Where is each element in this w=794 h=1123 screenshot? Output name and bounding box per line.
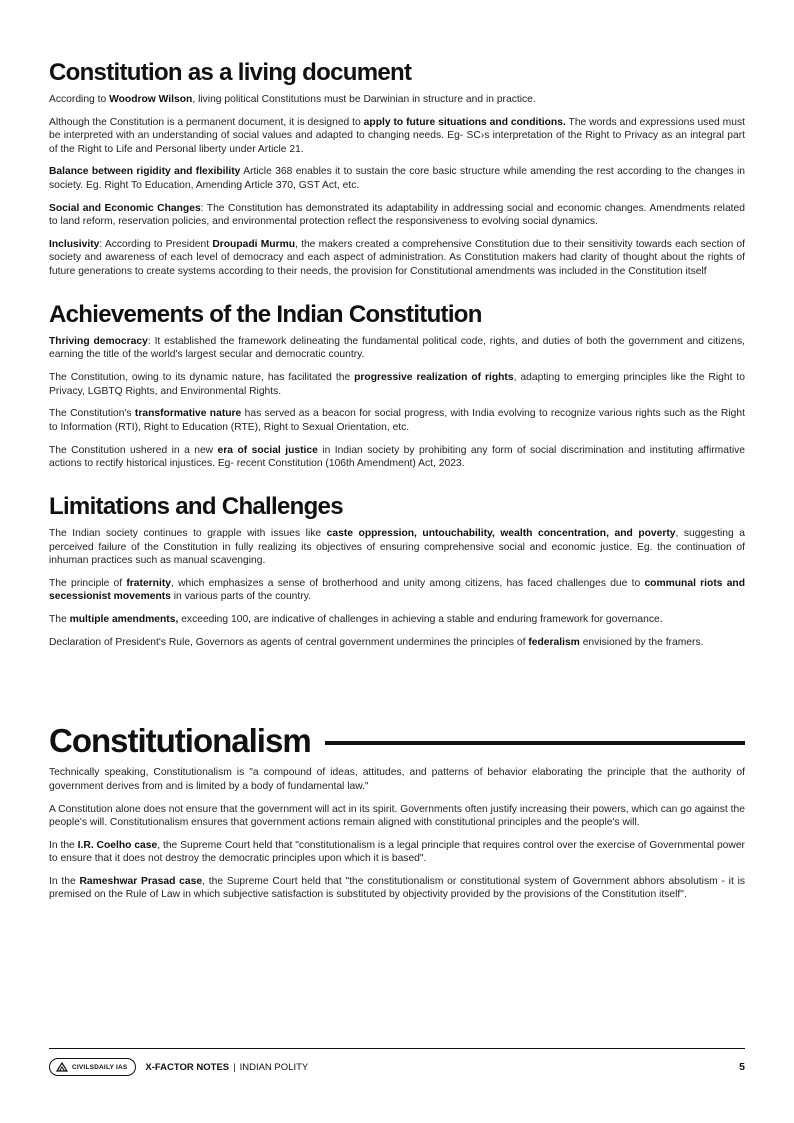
paragraph bbox=[49, 371, 745, 398]
civilsdaily-logo bbox=[49, 1058, 136, 1076]
page-content bbox=[49, 58, 745, 911]
body-text: Technically speaking, Constitutionalism is "a compound of ideas, attitudes, and patterns of behavior elaborating the principle that the authority of government derives from and is limited by a body of fundamental law." bbox=[49, 767, 745, 792]
emphasis-text: multiple amendments, bbox=[69, 614, 179, 626]
heading-rule bbox=[325, 741, 745, 745]
body-text: Although the Constitution is a permanent document, it is designed to bbox=[49, 116, 364, 128]
body-text: The words and expressions used must be interpreted with an understanding of social values and adapted to changing needs. Eg- SC›s interpretation of the Right to Privacy as an integral part of the Right to Life and Personal liberty under Article 21. bbox=[49, 116, 745, 155]
section-body bbox=[49, 766, 745, 901]
emphasis-text: apply to future situations and conditions. bbox=[363, 116, 566, 128]
body-text: Declaration of President's Rule, Governors as agents of central government undermines the principles of bbox=[49, 637, 529, 649]
paragraph bbox=[49, 527, 745, 567]
section-limitations bbox=[49, 492, 745, 649]
emphasis-text: Woodrow Wilson bbox=[109, 94, 193, 105]
body-text: Article 368 enables it to sustain the core basic structure while amending the rest according to the changes in society. Eg. Right To Education, Amending Article 370, GST Act, etc. bbox=[49, 166, 745, 191]
page-number: 5 bbox=[739, 1061, 745, 1073]
body-text: A Constitution alone does not ensure that the government will act in its spirit. Governments often justify increasing their powers, which can go against the people's will. Constitutionalism ensures that government actions remain aligned with constitutional principles and the people's will. bbox=[49, 803, 745, 829]
section-body bbox=[49, 527, 745, 649]
emphasis-text: progressive realization of rights bbox=[354, 372, 514, 384]
logo-text: CIVILSDAILY IAS bbox=[72, 1063, 128, 1071]
paragraph bbox=[49, 444, 745, 471]
page-footer bbox=[49, 1048, 745, 1076]
paragraph bbox=[49, 766, 745, 793]
paragraph bbox=[49, 577, 745, 604]
body-text: , living political Constitutions must be Darwinian in structure and in practice. bbox=[192, 94, 536, 105]
emphasis-text: Inclusivity bbox=[49, 238, 100, 250]
body-text: The Constitution ushered in a new bbox=[49, 444, 218, 456]
section-title: Constitution as a living document bbox=[49, 59, 412, 86]
body-text: : The Constitution has demonstrated its adaptability in addressing social and economic changes. Amendments related to land reform, reservation policies, and environmental protection reflect the responsiveness to evolving social dynamics. bbox=[49, 202, 745, 228]
footer-row bbox=[49, 1058, 745, 1076]
body-text: envisioned by the framers. bbox=[579, 637, 704, 649]
section-title: Limitations and Challenges bbox=[49, 493, 343, 521]
body-text: The Indian society continues to grapple with issues like bbox=[49, 528, 327, 540]
body-text: The Constitution's bbox=[49, 408, 135, 420]
emphasis-text: communal riots and secessionist movements bbox=[49, 578, 745, 603]
footer-separator: | bbox=[233, 1061, 236, 1073]
body-text: exceeding 100, are indicative of challenges in achieving a stable and enduring framework for governance. bbox=[178, 614, 663, 626]
body-text: According to bbox=[49, 94, 110, 105]
paragraph bbox=[49, 613, 745, 626]
body-text: The Constitution, owing to its dynamic nature, has facilitated the bbox=[49, 372, 355, 384]
body-text: The principle of bbox=[49, 578, 127, 590]
footer-brand: X-FACTOR NOTES bbox=[145, 1061, 230, 1073]
paragraph bbox=[49, 875, 745, 902]
body-text: in various parts of the country. bbox=[170, 591, 311, 603]
body-text: has served as a beacon for social progress, with India evolving to recognize various rights such as the Right to Information (RTI), Right to Education (RTE), Right to Sexual Orientation, etc. bbox=[49, 408, 745, 433]
paragraph bbox=[49, 238, 745, 278]
body-text: , adapting to emerging principles like the Right to Privacy, LGBTQ Rights, and Environmental Rights. bbox=[49, 372, 745, 397]
emphasis-text: Social and Economic Changes bbox=[49, 202, 201, 214]
paragraph bbox=[49, 407, 745, 434]
body-text: , the makers created a comprehensive Constitution due to their sensitivity towards each section of society and awareness of each level of democracy and each aspect of administration. As Constitution makers had clarity of thought about the rights of future generations to create systems according to their needs, the provision for Constitutional amendments was included in the Constitution itself bbox=[49, 238, 745, 277]
body-text: , which emphasizes a sense of brotherhood and unity among citizens, has faced challenges due to bbox=[171, 578, 645, 590]
emphasis-text: Thriving democracy bbox=[49, 336, 148, 348]
footer-subject: INDIAN POLITY bbox=[239, 1061, 309, 1073]
paragraph bbox=[49, 93, 745, 106]
body-text: in Indian society by prohibiting any form of social discrimination and instituting affirmative actions to rectify historical injustices. Eg- recent Constitution (106th Amendment) Act, 2023. bbox=[49, 444, 745, 470]
emphasis-text: fraternity bbox=[126, 578, 171, 590]
emphasis-text: Balance between rigidity and flexibility bbox=[49, 166, 241, 178]
emphasis-text: era of social justice bbox=[217, 444, 318, 456]
section-constitutionalism bbox=[49, 721, 745, 901]
paragraph bbox=[49, 636, 745, 649]
emphasis-text: I.R. Coelho case bbox=[77, 839, 158, 851]
section-body bbox=[49, 93, 745, 278]
section-achievements bbox=[49, 300, 745, 470]
emphasis-text: caste oppression, untouchability, wealth concentration, and poverty bbox=[326, 528, 676, 540]
paragraph bbox=[49, 335, 745, 362]
logo-mark-icon bbox=[56, 1062, 68, 1072]
paragraph bbox=[49, 202, 745, 229]
emphasis-text: federalism bbox=[528, 637, 580, 649]
body-text: , suggesting a perceived failure of the Constitution in fully realizing its objectives of ensuring comprehensive social and economic justice. Eg. the continuation of inhuman practices such as manual scavenging. bbox=[49, 528, 745, 567]
paragraph bbox=[49, 839, 745, 866]
body-text: In the bbox=[49, 876, 80, 888]
section-title: Achievements of the Indian Constitution bbox=[49, 301, 482, 329]
section-body bbox=[49, 335, 745, 470]
paragraph bbox=[49, 803, 745, 830]
body-text: The bbox=[49, 614, 70, 626]
paragraph bbox=[49, 116, 745, 156]
body-text: : According to President bbox=[99, 238, 213, 250]
emphasis-text: transformative nature bbox=[134, 408, 242, 420]
chapter-heading bbox=[49, 721, 745, 761]
emphasis-text: Droupadi Murmu bbox=[212, 238, 296, 250]
body-text: : It established the framework delineating the fundamental political code, rights, and duties of both the government and citizens, earning the title of the world's largest secular and democratic country. bbox=[49, 336, 746, 361]
section-living-document bbox=[49, 58, 745, 278]
emphasis-text: Rameshwar Prasad case bbox=[79, 876, 203, 888]
chapter-title: Constitutionalism bbox=[49, 722, 311, 760]
paragraph bbox=[49, 165, 745, 192]
body-text: , the Supreme Court held that "constitutionalism is a legal principle that requires control over the exercise of Governmental power to ensure that it does not destroy the democratic principles upon which it is based". bbox=[49, 839, 745, 865]
body-text: , the Supreme Court held that "the constitutionalism or constitutional system of Government abhors absolutism - it is premised on the Rule of Law in which subjective satisfaction is substituted by objectivity provided by the provisions of the Constitution itself". bbox=[49, 876, 746, 901]
body-text: In the bbox=[49, 839, 78, 851]
